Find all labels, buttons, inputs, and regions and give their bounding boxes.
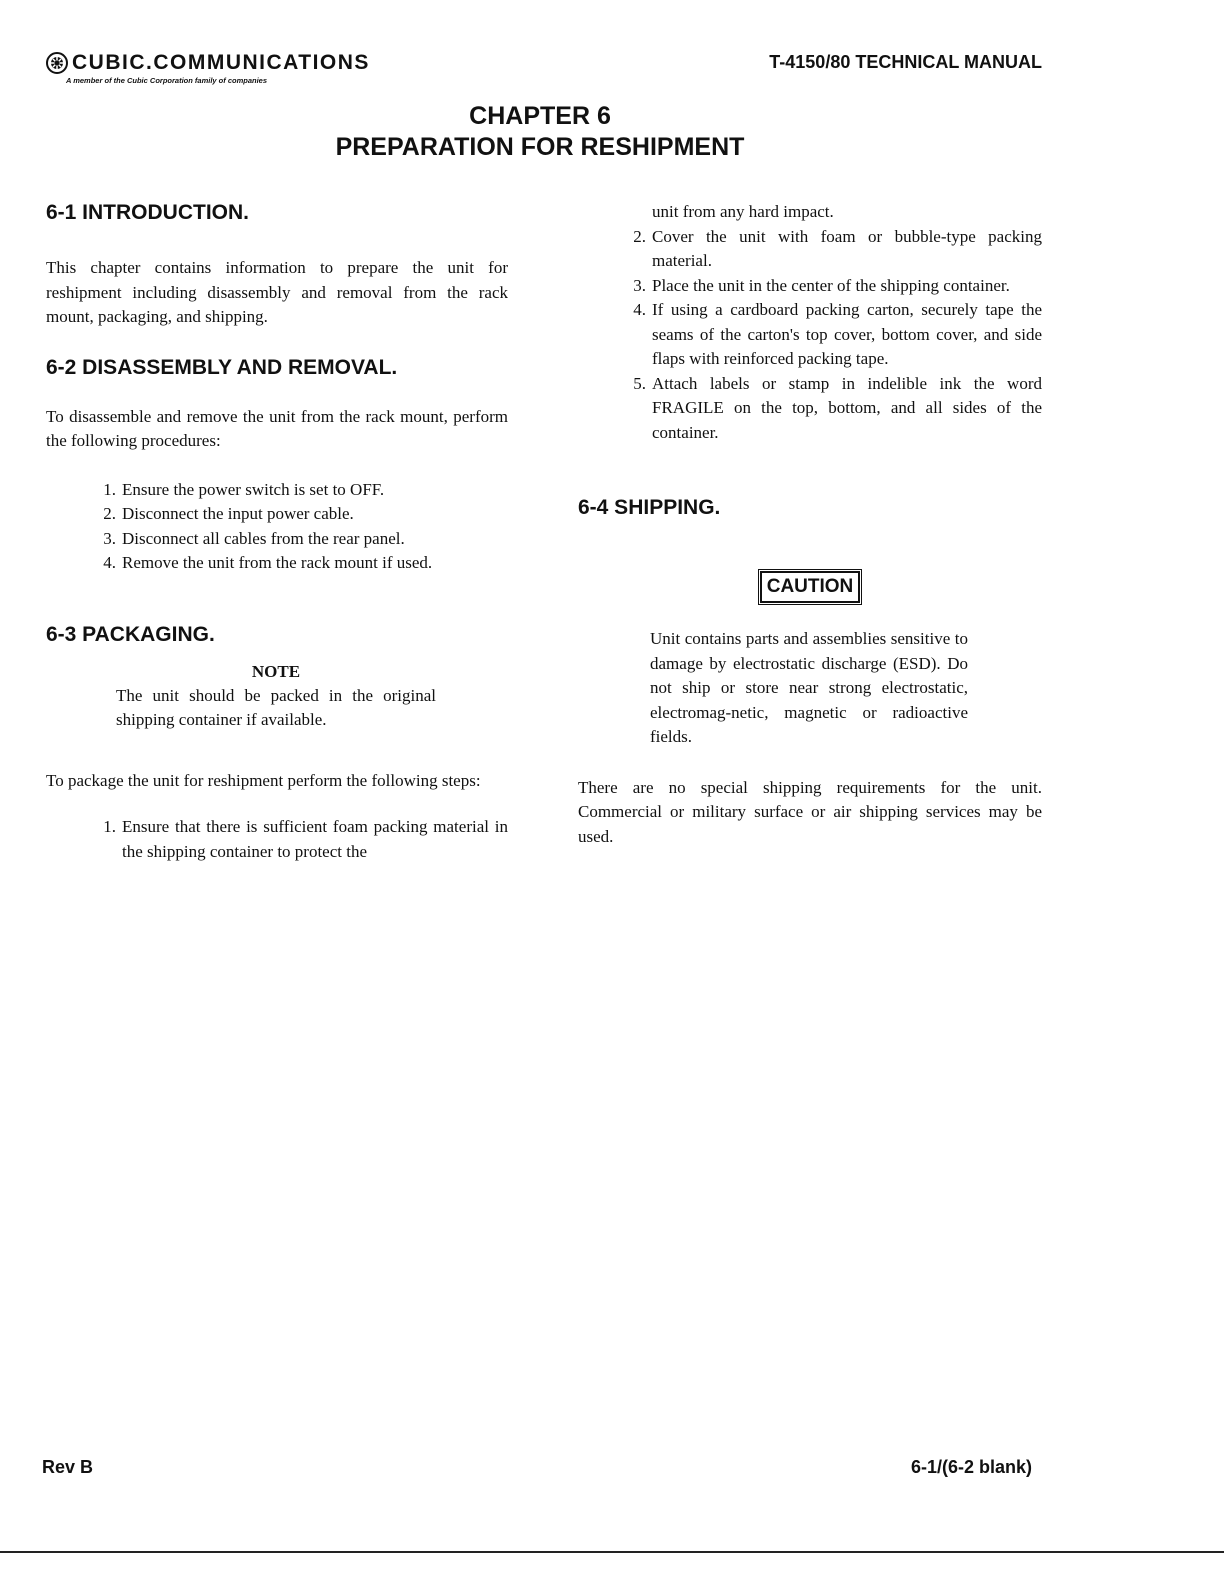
packaging-steps-continued (624, 200, 1042, 445)
section-heading-introduction: 6-1 INTRODUCTION. (46, 201, 250, 224)
section-heading-shipping: 6-4 SHIPPING. (578, 496, 721, 519)
chapter-number: CHAPTER 6 (469, 102, 611, 130)
note-title: NOTE (251, 661, 301, 681)
introduction-text: This chapter contains information to prepare the unit for reshipment including disassembly and removal from the rack mount, packaging, and shipping. (46, 258, 508, 326)
note-text: The unit should be packed in the original shipping container if available. (116, 685, 436, 729)
page-number: 6-1/(6-2 blank) (910, 1457, 1032, 1477)
cubic-logo-icon (46, 52, 68, 74)
list-item: 2. Disconnect the input power cable. (103, 504, 354, 523)
company-logo (46, 52, 370, 85)
chapter-title (0, 101, 1224, 163)
disassembly-intro-text: To disassemble and remove the unit from the rack mount, perform the following procedures: (46, 406, 508, 450)
chapter-heading: PREPARATION FOR RESHIPMENT (335, 133, 745, 161)
caution-text: Unit contains parts and assemblies sensitive to damage by electrostatic discharge (ESD). Do not ship or store near strong electrostatic, electromag-netic, magnetic or radioactive fields. (650, 629, 968, 746)
list-item: 4. Remove the unit from the rack mount if used. (103, 553, 433, 572)
caution-label: CAUTION (758, 569, 863, 605)
list-item: 1. Ensure the power switch is set to OFF. (103, 479, 385, 499)
manual-title: T-4150/80 TECHNICAL MANUAL (769, 52, 1042, 72)
right-column (578, 200, 1042, 849)
packaging-intro-text: To package the unit for reshipment perform the following steps: (46, 770, 481, 790)
left-column (46, 200, 508, 864)
list-item: 4. If using a cardboard packing carton, securely tape the seams of the carton's top cover, bottom cover, and side flaps with reinforced packing tape. (633, 300, 1042, 368)
section-heading-packaging: 6-3 PACKAGING. (46, 622, 215, 646)
section-heading-disassembly: 6-2 DISASSEMBLY AND REMOVAL. (46, 355, 398, 379)
list-item: 2. Cover the unit with foam or bubble-type packing material. (633, 226, 1042, 270)
shipping-text: There are no special shipping requirements for the unit. Commercial or military surface or air shipping services may be used. (578, 777, 1042, 846)
bottom-rule (0, 1551, 1224, 1553)
company-name: CUBIC.COMMUNICATIONS (72, 51, 370, 74)
list-item: 5. Attach labels or stamp in indelible ink the word FRAGILE on the top, bottom, and all sides of the container. (633, 373, 1042, 442)
list-item: 3. Disconnect all cables from the rear panel. (103, 528, 405, 548)
caution-label-wrap (578, 569, 1042, 605)
list-item: unit from any hard impact. (652, 202, 834, 221)
note-block (116, 660, 436, 733)
packaging-steps (94, 815, 508, 864)
list-item: 3. Place the unit in the center of the shipping container. (633, 275, 1010, 295)
disassembly-steps (94, 478, 508, 576)
revision-label: Rev B (42, 1457, 94, 1477)
list-item: 1. Ensure that there is sufficient foam packing material in the shipping container to protect the (103, 817, 508, 861)
company-tagline: A member of the Cubic Corporation family of companies (66, 76, 267, 85)
